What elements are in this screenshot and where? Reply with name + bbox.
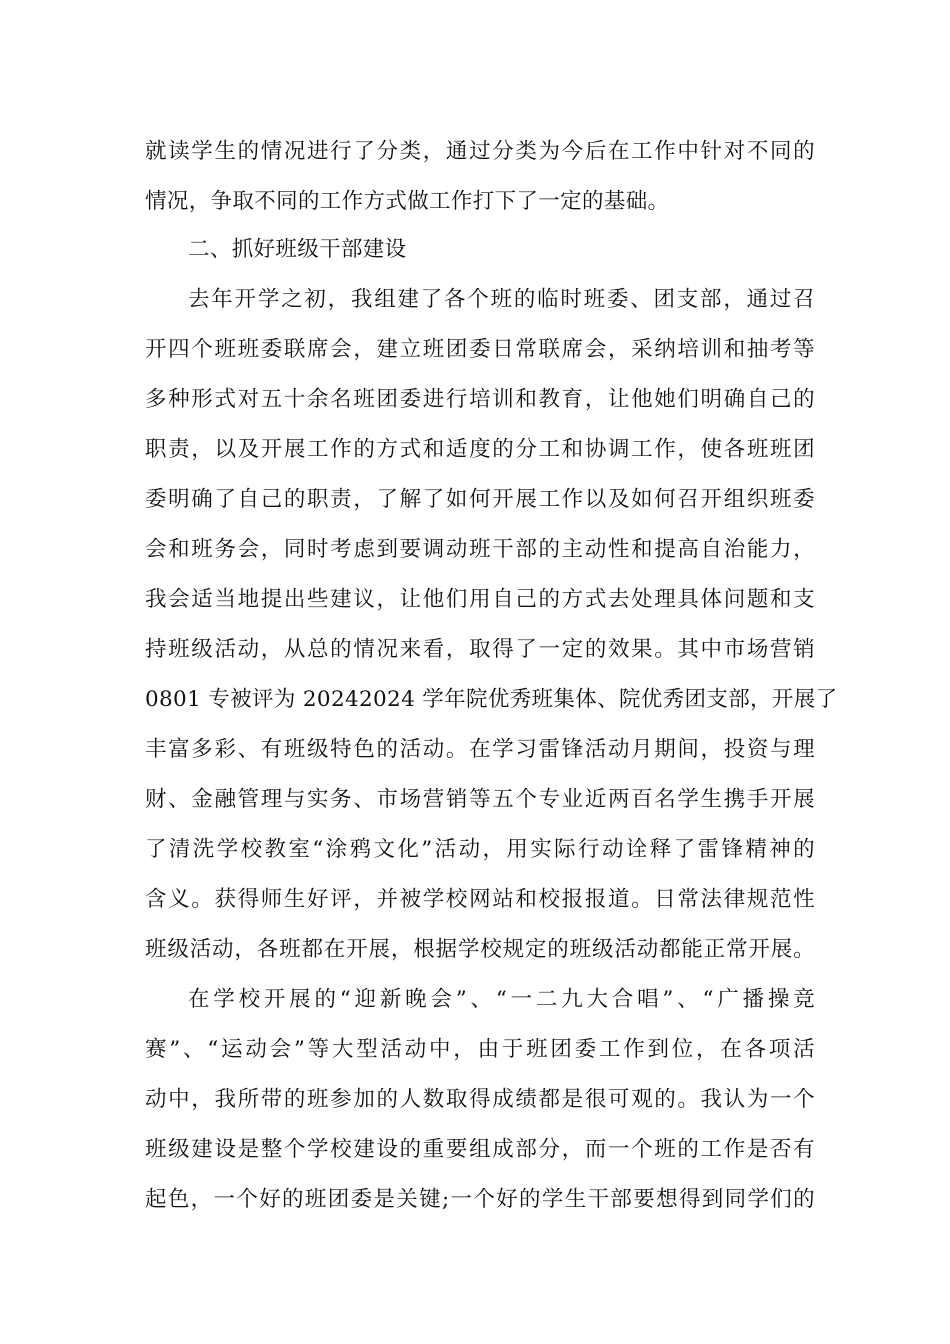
paragraph-line: 会和班务会，同时考虑到要调动班干部的主动性和提高自治能力， [145, 537, 815, 562]
paragraph-line: 0801 专被评为 20242024 学年院优秀班集体、院优秀团支部，开展了 [145, 687, 838, 712]
paragraph-line: 丰富多彩、有班级特色的活动。在学习雷锋活动月期间，投资与理 [145, 737, 815, 762]
paragraph-line: 在学校开展的“迎新晚会”、“一二九大合唱”、“广播操竞 [188, 987, 815, 1012]
paragraph-line: 多种形式对五十余名班团委进行培训和教育，让他她们明确自己的 [145, 387, 815, 412]
paragraph-line: 财、金融管理与实务、市场营销等五个专业近两百名学生携手开展 [145, 787, 815, 812]
paragraph-line: 起色，一个好的班团委是关键;一个好的学生干部要想得到同学们的 [145, 1187, 815, 1212]
paragraph-line: 动中，我所带的班参加的人数取得成绩都是很可观的。我认为一个 [145, 1087, 815, 1112]
paragraph-line: 赛”、“运动会”等大型活动中，由于班团委工作到位，在各项活 [145, 1037, 815, 1062]
paragraph-line: 班级建设是整个学校建设的重要组成部分，而一个班的工作是否有 [145, 1137, 815, 1162]
paragraph-line: 职责，以及开展工作的方式和适度的分工和协调工作，使各班班团 [145, 437, 815, 462]
paragraph-line: 班级活动，各班都在开展，根据学校规定的班级活动都能正常开展。 [145, 937, 815, 962]
paragraph-line: 了清洗学校教室“涂鸦文化”活动，用实际行动诠释了雷锋精神的 [145, 837, 815, 862]
paragraph-line: 持班级活动，从总的情况来看，取得了一定的效果。其中市场营销 [145, 637, 815, 662]
paragraph-line: 去年开学之初，我组建了各个班的临时班委、团支部，通过召 [188, 287, 815, 312]
section-heading: 二、抓好班级干部建设 [188, 237, 407, 262]
paragraph-line: 含义。获得师生好评，并被学校网站和校报报道。日常法律规范性 [145, 887, 815, 912]
paragraph-line: 开四个班班委联席会，建立班团委日常联席会，采纳培训和抽考等 [145, 337, 815, 362]
paragraph-line: 我会适当地提出些建议，让他们用自己的方式去处理具体问题和支 [145, 587, 815, 612]
paragraph-line: 委明确了自己的职责，了解了如何开展工作以及如何召开组织班委 [145, 487, 815, 512]
paragraph-line: 就读学生的情况进行了分类，通过分类为今后在工作中针对不同的 [145, 139, 815, 164]
paragraph-line: 情况，争取不同的工作方式做工作打下了一定的基础。 [145, 189, 670, 214]
